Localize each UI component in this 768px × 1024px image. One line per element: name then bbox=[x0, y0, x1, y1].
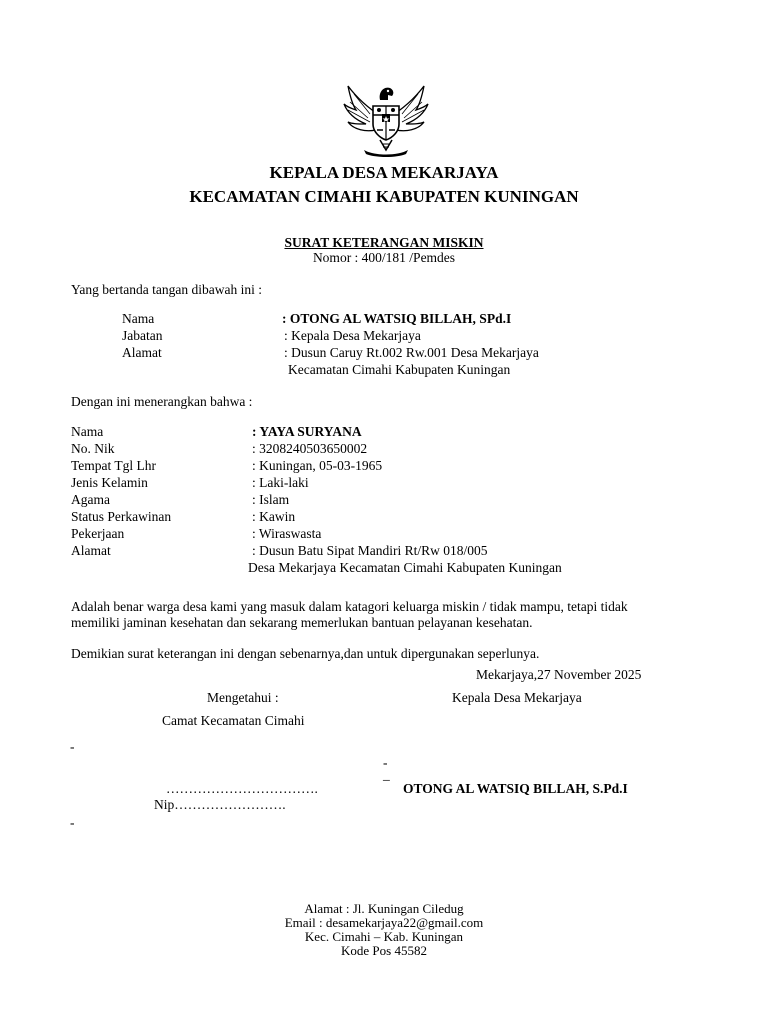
subject-value: : Kawin bbox=[252, 509, 296, 524]
subject-value: : Islam bbox=[252, 492, 290, 507]
body-paragraph-line1: Adalah benar warga desa kami yang masuk dalam katagori keluarga miskin / tidak mampu, tetapi tidak bbox=[71, 599, 628, 614]
footer-district: Kec. Cimahi – Kab. Kuningan bbox=[304, 929, 464, 944]
footer-postal: Kode Pos 45582 bbox=[341, 943, 427, 958]
letter-number: Nomor : 400/181 /Pemdes bbox=[312, 250, 456, 265]
subject-label: Pekerjaan bbox=[71, 526, 125, 541]
subject-value: : Laki-laki bbox=[252, 475, 309, 490]
left-heading: Mengetahui : bbox=[207, 690, 279, 705]
statement-intro: Dengan ini menerangkan bahwa : bbox=[71, 394, 253, 409]
dash-mark: - bbox=[70, 815, 75, 830]
subject-label: Status Perkawinan bbox=[71, 509, 172, 524]
signer-address-value-1: : Dusun Caruy Rt.002 Rw.001 Desa Mekarjaya bbox=[284, 345, 539, 360]
left-nip: Nip……………………. bbox=[154, 797, 286, 812]
place-date: Mekarjaya,27 November 2025 bbox=[476, 667, 642, 682]
header-title-line1: KEPALA DESA MEKARJAYA bbox=[269, 163, 499, 182]
subject-value: : YAYA SURYANA bbox=[252, 424, 362, 439]
dash-mark: - bbox=[70, 739, 75, 754]
garuda-pancasila-emblem-icon bbox=[340, 78, 432, 158]
subject-value: : Dusun Batu Sipat Mandiri Rt/Rw 018/005 bbox=[252, 543, 488, 558]
signer-position-value: : Kepala Desa Mekarjaya bbox=[284, 328, 421, 343]
letter-title: SURAT KETERANGAN MISKIN bbox=[284, 235, 484, 250]
subject-address-line-2: Desa Mekarjaya Kecamatan Cimahi Kabupaten Kuningan bbox=[248, 560, 562, 575]
signer-address-value-2: Kecamatan Cimahi Kabupaten Kuningan bbox=[288, 362, 511, 377]
signer-name-label: Nama bbox=[122, 311, 155, 326]
subject-label: Agama bbox=[71, 492, 110, 507]
body-paragraph-line2: memiliki jaminan kesehatan dan sekarang memerlukan bantuan pelayanan kesehatan. bbox=[71, 615, 533, 630]
signer-position-label: Jabatan bbox=[122, 328, 163, 343]
footer-email: Email : desamekarjaya22@gmail.com bbox=[284, 915, 484, 930]
subject-value: : 3208240503650002 bbox=[252, 441, 368, 456]
closing-text: Demikian surat keterangan ini dengan sebenarnya,dan untuk dipergunakan seperlunya. bbox=[71, 646, 540, 661]
intro-text: Yang bertanda tangan dibawah ini : bbox=[71, 282, 262, 297]
right-title: Kepala Desa Mekarjaya bbox=[452, 690, 582, 705]
subject-label: No. Nik bbox=[71, 441, 115, 456]
subject-value: : Wiraswasta bbox=[252, 526, 322, 541]
footer-address: Alamat : Jl. Kuningan Ciledug bbox=[304, 901, 464, 916]
subject-label: Jenis Kelamin bbox=[71, 475, 148, 490]
dash-mark: - bbox=[383, 755, 388, 770]
signer-name-value: : OTONG AL WATSIQ BILLAH, SPd.I bbox=[282, 311, 512, 326]
subject-label: Alamat bbox=[71, 543, 111, 558]
left-title: Camat Kecamatan Cimahi bbox=[162, 713, 305, 728]
header-title-line2: KECAMATAN CIMAHI KABUPATEN KUNINGAN bbox=[189, 187, 579, 206]
right-name: OTONG AL WATSIQ BILLAH, S.Pd.I bbox=[403, 781, 628, 796]
underscore-mark: _ bbox=[383, 767, 390, 782]
subject-label: Tempat Tgl Lhr bbox=[71, 458, 157, 473]
left-name-placeholder: ……………………………. bbox=[166, 781, 318, 796]
subject-label: Nama bbox=[71, 424, 104, 439]
signer-address-label: Alamat bbox=[122, 345, 162, 360]
subject-value: : Kuningan, 05-03-1965 bbox=[252, 458, 383, 473]
